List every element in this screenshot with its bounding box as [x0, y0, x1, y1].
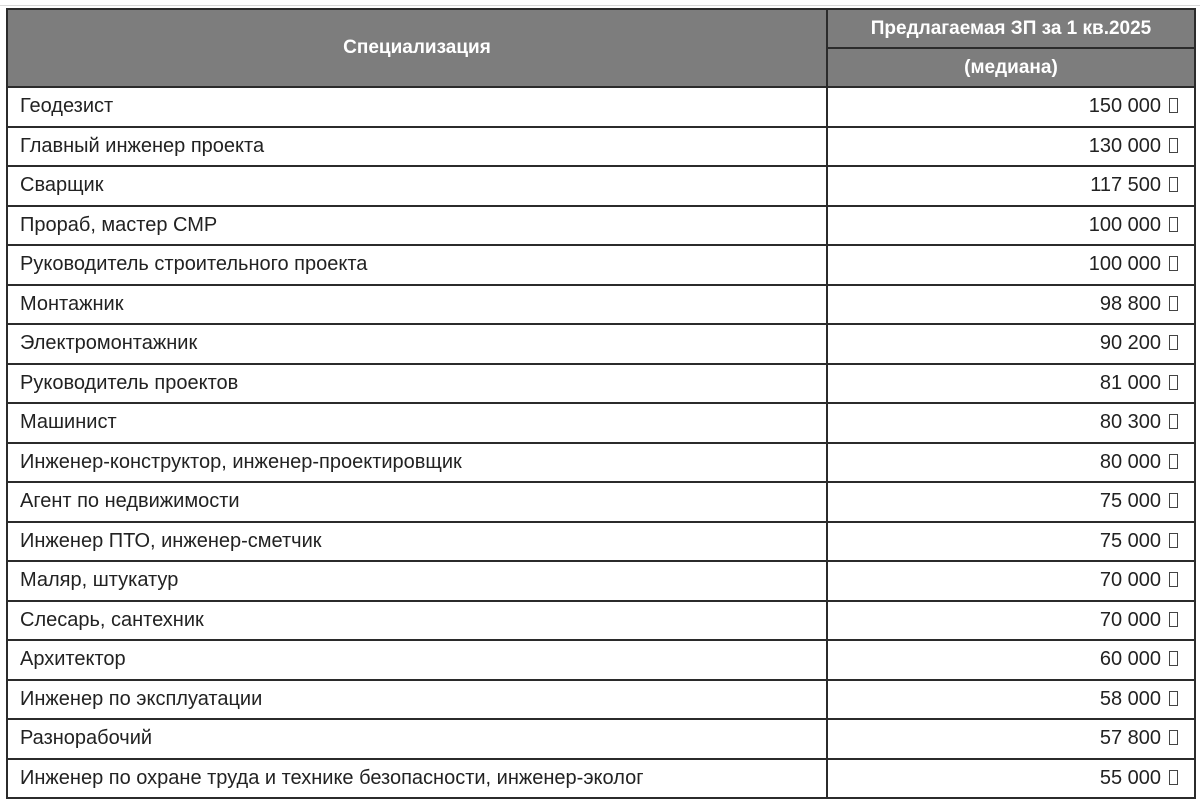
currency-placeholder-icon: [1169, 414, 1178, 429]
specialization-cell: Монтажник: [7, 285, 827, 325]
table-row: [7, 759, 1195, 799]
salary-amount: 90 200: [1099, 332, 1161, 355]
salary-amount: 80 300: [1099, 411, 1161, 434]
currency-placeholder-icon: [1169, 335, 1178, 350]
salary-amount: 58 000: [1099, 687, 1161, 710]
currency-placeholder-icon: [1169, 454, 1178, 469]
table-row: [7, 87, 1195, 127]
salary-amount: 75 000: [1099, 490, 1161, 513]
specialization-cell: Слесарь, сантехник: [7, 601, 827, 641]
specialization-cell: Прораб, мастер СМР: [7, 206, 827, 246]
table-row: [7, 206, 1195, 246]
table-row: [7, 719, 1195, 759]
salary-cell: [827, 443, 1195, 483]
salary-cell: [827, 601, 1195, 641]
specialization-cell: Руководитель проектов: [7, 364, 827, 404]
salary-table-header: [7, 9, 1195, 87]
salary-cell: [827, 206, 1195, 246]
salary-cell: [827, 166, 1195, 206]
specialization-cell: Разнорабочий: [7, 719, 827, 759]
currency-placeholder-icon: [1169, 375, 1178, 390]
specialization-cell: Электромонтажник: [7, 324, 827, 364]
salary-amount: 130 000: [1088, 134, 1161, 157]
currency-placeholder-icon: [1169, 612, 1178, 627]
salary-table-body: [7, 87, 1195, 798]
salary-cell: [827, 324, 1195, 364]
salary-amount: 80 000: [1099, 450, 1161, 473]
salary-amount: 98 800: [1099, 292, 1161, 315]
specialization-cell: Архитектор: [7, 640, 827, 680]
currency-placeholder-icon: [1169, 256, 1178, 271]
currency-placeholder-icon: [1169, 98, 1178, 113]
specialization-cell: Инженер по эксплуатации: [7, 680, 827, 720]
salary-amount: 117 500: [1090, 174, 1161, 197]
specialization-cell: Инженер-конструктор, инженер-проектировщик: [7, 443, 827, 483]
salary-cell: [827, 364, 1195, 404]
specialization-column-header: Специализация: [7, 9, 827, 87]
salary-cell: [827, 245, 1195, 285]
currency-placeholder-icon: [1169, 691, 1178, 706]
currency-placeholder-icon: [1169, 770, 1178, 785]
salary-cell: [827, 680, 1195, 720]
salary-table: [6, 8, 1196, 799]
table-row: [7, 245, 1195, 285]
specialization-cell: Руководитель строительного проекта: [7, 245, 827, 285]
salary-cell: [827, 759, 1195, 799]
table-row: [7, 482, 1195, 522]
table-row: [7, 364, 1195, 404]
salary-cell: [827, 127, 1195, 167]
salary-amount: 70 000: [1099, 608, 1161, 631]
salary-amount: 81 000: [1099, 371, 1161, 394]
salary-amount: 60 000: [1099, 648, 1161, 671]
specialization-cell: Агент по недвижимости: [7, 482, 827, 522]
currency-placeholder-icon: [1169, 177, 1178, 192]
table-row: [7, 601, 1195, 641]
table-row: [7, 403, 1195, 443]
table-row: [7, 166, 1195, 206]
salary-column-subheader: (медиана): [827, 48, 1195, 87]
salary-amount: 150 000: [1088, 95, 1161, 118]
specialization-cell: Маляр, штукатур: [7, 561, 827, 601]
table-row: [7, 285, 1195, 325]
specialization-cell: Сварщик: [7, 166, 827, 206]
specialization-cell: Инженер ПТО, инженер-сметчик: [7, 522, 827, 562]
salary-cell: [827, 482, 1195, 522]
salary-cell: [827, 87, 1195, 127]
table-row: [7, 561, 1195, 601]
specialization-cell: Машинист: [7, 403, 827, 443]
table-row: [7, 680, 1195, 720]
table-row: [7, 443, 1195, 483]
currency-placeholder-icon: [1169, 572, 1178, 587]
currency-placeholder-icon: [1169, 730, 1178, 745]
salary-amount: 75 000: [1099, 529, 1161, 552]
table-row: [7, 522, 1195, 562]
table-row: [7, 127, 1195, 167]
currency-placeholder-icon: [1169, 138, 1178, 153]
salary-cell: [827, 522, 1195, 562]
top-edge-strip: [0, 0, 1200, 6]
salary-cell: [827, 719, 1195, 759]
currency-placeholder-icon: [1169, 296, 1178, 311]
table-row: [7, 640, 1195, 680]
specialization-cell: Инженер по охране труда и технике безопасности, инженер-эколог: [7, 759, 827, 799]
salary-amount: 100 000: [1088, 213, 1161, 236]
table-row: [7, 324, 1195, 364]
salary-cell: [827, 285, 1195, 325]
specialization-cell: Геодезист: [7, 87, 827, 127]
salary-amount: 70 000: [1099, 569, 1161, 592]
specialization-cell: Главный инженер проекта: [7, 127, 827, 167]
salary-amount: 57 800: [1099, 727, 1161, 750]
salary-amount: 55 000: [1099, 766, 1161, 789]
currency-placeholder-icon: [1169, 651, 1178, 666]
salary-column-header: Предлагаемая ЗП за 1 кв.2025: [827, 9, 1195, 48]
salary-amount: 100 000: [1088, 253, 1161, 276]
currency-placeholder-icon: [1169, 493, 1178, 508]
salary-cell: [827, 561, 1195, 601]
salary-cell: [827, 640, 1195, 680]
currency-placeholder-icon: [1169, 533, 1178, 548]
currency-placeholder-icon: [1169, 217, 1178, 232]
salary-cell: [827, 403, 1195, 443]
